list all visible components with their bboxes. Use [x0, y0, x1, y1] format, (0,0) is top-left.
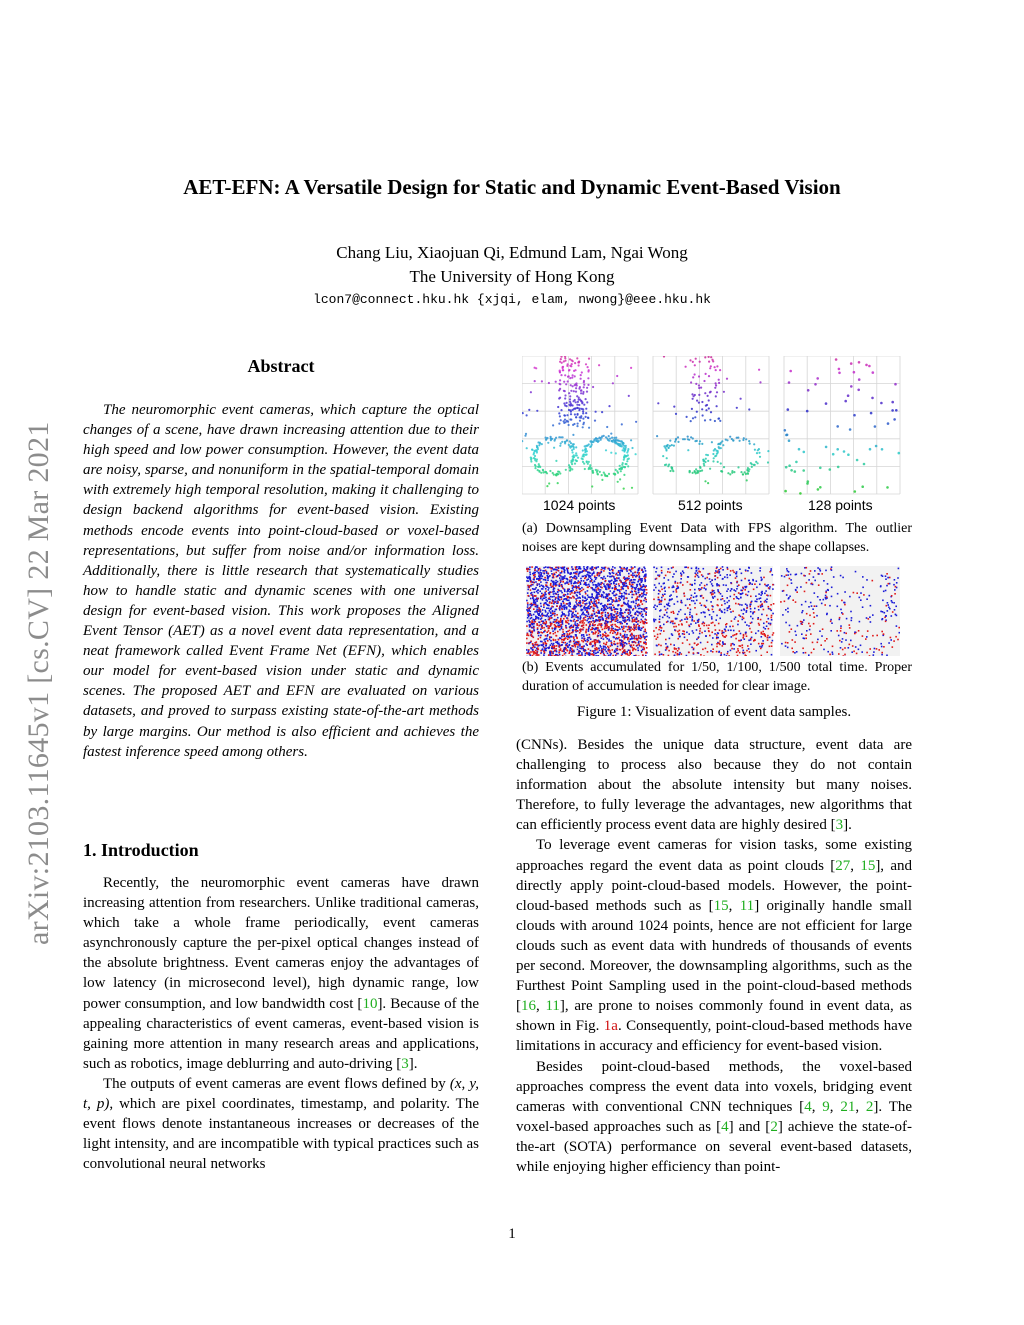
point-cloud-panel [784, 356, 901, 495]
citation-link[interactable]: 21 [840, 1098, 856, 1115]
author-block [0, 241, 1024, 289]
subcaption-a: (a) Downsampling Event Data with FPS algorithm. The outlier noises are kept during downsampling and the shape collapses. [522, 521, 912, 555]
event-frame-panel [780, 566, 900, 656]
arxiv-identifier: arXiv:2103.11645v1 [cs.CV] 22 Mar 2021 [22, 421, 55, 945]
affiliation: The University of Hong Kong [409, 267, 615, 286]
section-heading-introduction: 1. Introduction [83, 840, 199, 860]
panel-label-128: 128 points [808, 497, 873, 513]
citation-link[interactable]: 16 [521, 998, 536, 1015]
citation-link[interactable]: 2 [865, 1098, 874, 1115]
emails: lcon7@connect.hku.hk {xjqi, elam, nwong}@eee.hku.hk [313, 292, 711, 307]
subcaption-b: (b) Events accumulated for 1/50, 1/100, 1/500 total time. Proper duration of accumulation is needed for clear image. [522, 660, 912, 694]
intro-paragraph-1: Recently, the neuromorphic event cameras have drawn increasing attention from researchers. Unlike traditional cameras, which take a whole frame periodically, event cameras asynchronously capture the per-pixel optical changes instead of the absolute brightness. Event cameras enjoy the advantages of low latency (in microsecond level), high dynamic range, low power consumption, and low bandwidth cost [10]. Because of the appealing characteristics of event cameras, event-based vision is gaining more attention in many research areas and applications, such as robotics, image deblurring and auto-driving [3]. [83, 875, 480, 1072]
panel-label-512: 512 points [678, 497, 743, 513]
abstract-text [83, 400, 479, 762]
citation-link[interactable]: 15 [860, 857, 876, 874]
citation-link[interactable]: 15 [713, 897, 729, 914]
citation-link[interactable]: 10 [362, 995, 378, 1012]
paper-title: AET-EFN: A Versatile Design for Static and Dynamic Event-Based Vision [183, 175, 841, 199]
figure-1b-event-frames [526, 566, 900, 656]
panel-label-1024: 1024 points [543, 497, 616, 513]
point-cloud-panel [653, 356, 770, 494]
citation-link[interactable]: 4 [804, 1098, 812, 1115]
right-paragraph-1: (CNNs). Besides the unique data structure, event data are challenging to process also because they do not contain information about the absolute intensity but many noises. Therefore, to fully leverage the advantages, new algorithms that can efficiently process event data are highly desired [3]. [516, 737, 912, 834]
figure-1a-point-clouds [522, 356, 908, 496]
point-cloud-panel [522, 356, 638, 494]
citation-link[interactable]: 11 [739, 897, 755, 914]
citation-link[interactable]: 3 [401, 1055, 409, 1072]
math-expression: (x, y, t, p) [83, 1075, 479, 1113]
figure-reference-link[interactable]: 1a [603, 1018, 618, 1035]
abstract-paragraph: The neuromorphic event cameras, which capture the optical changes of a scene, have drawn increasing attention due to their high speed and low power consumption. However, the event data are noisy, sparse, and nonuniform in the spatial-temporal domain with extremely high temporal resolution, making it challenging to design backend algorithms for event-based vision. Existing methods encode events into point-cloud-based or voxel-based representations, but suffer from noise and/or information loss. Additionally, there is little research that systematically studies how to handle static and dynamic scenes with one universal design for event-based vision. This work proposes the Aligned Event Tensor (AET) as a novel event data representation, and a neat framework called Event Frame Net (EFN), which enables our model for event-based vision under static and dynamic scenes. The proposed AET and EFN are evaluated on various datasets, and proved to surpass existing state-of-the-art methods by large margins. Our method is also efficient and achieves the fastest inference speed among others. [83, 402, 479, 760]
citation-link[interactable]: 11 [545, 998, 560, 1015]
introduction-text [83, 873, 479, 1174]
figure-caption: Figure 1: Visualization of event data samples. [576, 704, 852, 720]
right-column-text [516, 735, 912, 1177]
page-number: 1 [508, 1226, 516, 1242]
right-paragraph-3: Besides point-cloud-based methods, the voxel-based approaches compress the event data into voxels, bridging event cameras with conventional CNN techniques [4, 9, 21, 2]. The voxel-based approaches such as [4] and [2] achieve the state-of-the-art (SOTA) performance on several event-based datasets, while enjoying higher efficiency than point- [516, 1058, 913, 1175]
event-frame-panel [526, 566, 648, 656]
citation-link[interactable]: 9 [822, 1098, 830, 1115]
authors: Chang Liu, Xiaojuan Qi, Edmund Lam, Ngai Wong [336, 243, 688, 262]
citation-link[interactable]: 27 [835, 857, 851, 874]
event-frame-panel [653, 566, 774, 656]
abstract-heading: Abstract [247, 356, 315, 376]
citation-link[interactable]: 4 [721, 1118, 729, 1135]
citation-link[interactable]: 3 [835, 817, 844, 834]
citation-link[interactable]: 2 [770, 1118, 778, 1135]
intro-paragraph-2: The outputs of event cameras are event flows defined by (x, y, t, p), which are pixel coordinates, timestamp, and polarity. The event flows denote instantaneous increases or decreases of the light intensity, and are incompatible with typical practices such as convolutional neural networks [83, 1075, 479, 1173]
right-paragraph-2: To leverage event cameras for vision tasks, some existing approaches regard the event data as point clouds [27, 15], and directly apply point-cloud-based models. However, the point-cloud-based methods such as [15, 11] originally handle small clouds with around 1024 points, hence are not efficient for large clouds such as event data with hundreds of thousands of events per second. Moreover, the downsampling algorithms, such as the Furthest Point Sampling used in the point-cloud-based methods [16, 11], are prone to noises commonly found in event data, as shown in Fig. 1a. Consequently, point-cloud-based methods have limitations in accuracy and efficiency for event-based vision. [516, 837, 912, 1055]
